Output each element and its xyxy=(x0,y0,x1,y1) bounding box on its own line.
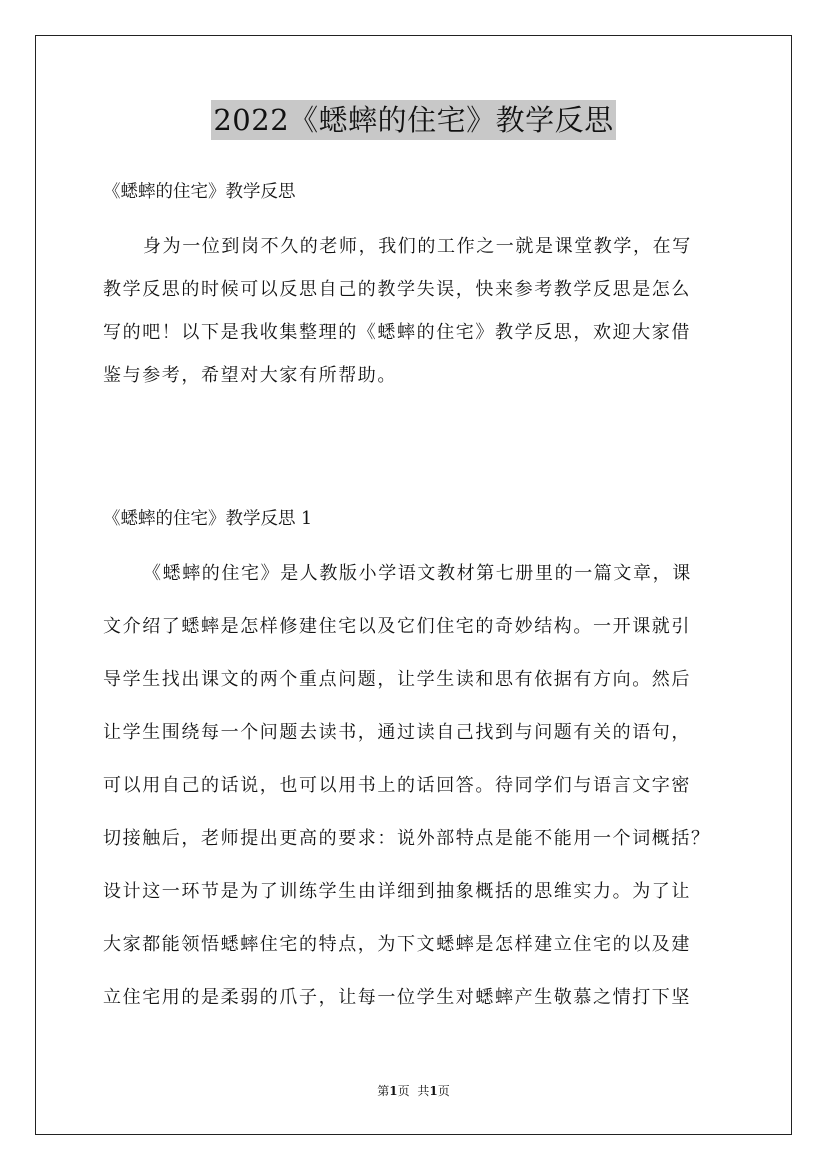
intro-paragraph xyxy=(103,229,725,401)
section1-line: 切接触后，老师提出更高的要求：说外部特点是能不能用一个词概括？ xyxy=(103,828,711,849)
total-prefix: 共 xyxy=(417,1084,430,1098)
page-footer xyxy=(0,1083,827,1099)
section1-line: 让学生围绕每一个问题去读书，通过读自己找到与问题有关的语句， xyxy=(103,722,691,743)
section1-line: 导学生找出课文的两个重点问题，让学生读和思有依据有方向。然后 xyxy=(103,669,691,690)
total-pages: 1 xyxy=(429,1084,438,1098)
section1-line: 可以用自己的话说，也可以用书上的话回答。待同学们与语言文字密 xyxy=(103,775,691,796)
intro-line: 写的吧！以下是我收集整理的《蟋蟀的住宅》教学反思，欢迎大家借 xyxy=(103,322,691,343)
total-suffix: 页 xyxy=(437,1084,450,1098)
intro-line: 身为一位到岗不久的老师，我们的工作之一就是课堂教学，在写 xyxy=(143,236,692,257)
section1-line: 设计这一环节是为了训练学生由详细到抽象概括的思维实力。为了让 xyxy=(103,881,691,902)
page-number: 1 xyxy=(389,1084,398,1098)
section-heading-1: 《蟋蟀的住宅》教学反思 1 xyxy=(103,509,313,529)
section1-line: 文介绍了蟋蟀是怎样修建住宅以及它们住宅的奇妙结构。一开课就引 xyxy=(103,616,691,637)
intro-line: 教学反思的时候可以反思自己的教学失误，快来参考教学反思是怎么 xyxy=(103,279,691,300)
title-area xyxy=(0,100,827,140)
document-subtitle: 《蟋蟀的住宅》教学反思 xyxy=(103,182,296,202)
section1-paragraph xyxy=(103,556,725,1033)
document-title: 2022《蟋蟀的住宅》教学反思 xyxy=(211,100,615,140)
section1-line: 大家都能领悟蟋蟀住宅的特点，为下文蟋蟀是怎样建立住宅的以及建 xyxy=(103,934,691,955)
section1-line: 《蟋蟀的住宅》是人教版小学语文教材第七册里的一篇文章，课 xyxy=(143,563,692,584)
section1-line: 立住宅用的是柔弱的爪子，让每一位学生对蟋蟀产生敬慕之情打下坚 xyxy=(103,987,691,1008)
page-prefix: 第 xyxy=(377,1084,390,1098)
page-suffix: 页 xyxy=(397,1084,410,1098)
intro-line: 鉴与参考，希望对大家有所帮助。 xyxy=(103,365,397,386)
